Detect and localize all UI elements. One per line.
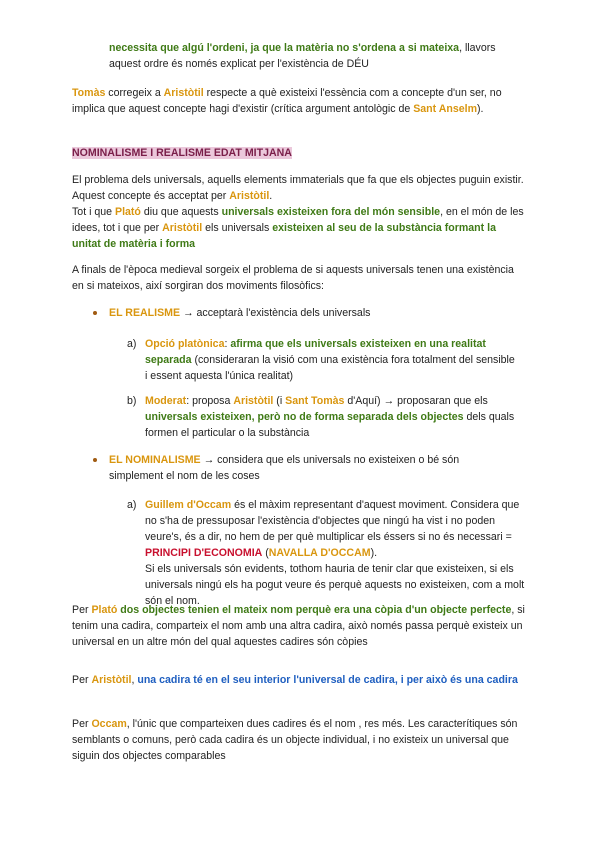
label-opcio-platonica: Opció platònica [145,338,225,350]
paragraph-plato [72,602,527,650]
text: ). [477,103,484,115]
heading-highlight: NOMINALISME I REALISME EDAT MITJANA [72,147,292,159]
green-emphasis: afirma que els universals existeixen en una realitat separada [145,338,486,366]
name-sant-tomas: Sant Tomàs [285,395,345,407]
green-emphasis: existeixen al seu de la substància formant la unitat de matèria i forma [72,222,496,250]
item-opcio-platonica [145,336,517,384]
text: (consideraran la visió com una existència fora totalment del sensible i essent aquesta l'única realitat) [145,354,515,382]
name-tomas: Tomàs [72,87,106,99]
text: : proposa [186,395,234,407]
name-aristotil: Aristòtil [229,190,270,202]
text: , en el món de les idees, tot i que per [72,206,524,234]
paragraph-aristotil [72,672,527,688]
navalla-occam: NAVALLA D'OCCAM [268,547,371,559]
name-occam: Occam [91,718,127,730]
name-guillem-occam: Guillem d'Occam [145,499,232,511]
text: El problema dels universals, aquells elements immaterials que fa que els objectes puguin existir. Aquest concepte és acceptat per [72,174,524,202]
blue-emphasis: una cadira té en el seu interior l'universal de cadira, i per això és una cadira [137,674,518,686]
bullet-nominalisme [109,452,509,484]
paragraph-universals [72,172,527,252]
label-realisme: EL REALISME [109,307,181,319]
text: Per [72,604,92,616]
bullet-icon [93,458,97,462]
name-aristotil: Aristòtil [162,222,203,234]
green-emphasis: necessita que algú l'ordeni, ja que la matèria no s'ordena a si mateixa [109,42,460,54]
text: ). [370,547,378,559]
name-sant-anselm: Sant Anselm [413,103,477,115]
item-guillem-occam [145,497,528,609]
text: . [269,190,273,202]
green-emphasis: dos objectes tenien el mateix nom perquè era una còpia d'un objecte perfecte [117,604,512,616]
text: diu que aquests [140,206,222,218]
text: és el màxim representant d'aquest moviment. Considera que no s'ha de pressuposar l'existència d'objectes que ningú ha vist i no poden veure's, és a dir, no hem de per què multiplicar els éssers si no és necessari = [145,499,520,543]
text: → acceptarà l'existència dels universals [180,307,371,319]
bullet-icon [93,311,97,315]
item-moderat [145,393,517,441]
text: Per [72,674,92,686]
text: : [224,338,231,350]
green-emphasis: universals existeixen fora del món sensible [221,206,441,218]
text: , l'únic que comparteixen dues cadires és el nom , res més. Les caracterítiques són semblants o comuns, però cada cadira és un objecte individual, i no existeix un universal que siguin dos objectes comparables [72,718,518,762]
text: (i [273,395,286,407]
name-aristotil: Aristòtil [91,674,132,686]
text: A finals de l'època medieval sorgeix el problema de si aquests universals tenen una existència en si mateixos, així sorgiran dos moviments filosòfics: [72,264,514,292]
text: Tot i que [72,206,115,218]
paragraph-continuation [109,40,529,72]
text: , llavors aquest ordre és només explicat per l'existència de DÉU [109,42,496,70]
text: ( [262,547,269,559]
text: respecte a què existeixi l'essència com a concepte d'un ser, no implica que aquest concepte hagi d'existir (crítica argument antològic de [72,87,502,115]
paragraph-medieval [72,262,527,294]
text: els universals [202,222,273,234]
name-aristotil: Aristòtil [233,395,274,407]
text: Per [72,718,92,730]
paragraph-tomas [72,85,532,117]
section-heading [72,145,292,161]
text: d'Aquí) → proposaran que els [344,395,488,407]
text: Si els universals són evidents, tothom hauria de tenir clar que existeixen, si els universals ningú els ha pogut veure és perquè aquests no existeixen, com a molt són el nom. [145,563,525,607]
text: dels quals formen el particular o la substància [145,411,515,439]
text: , si tenim una cadira, comparteix el nom amb una altra cadira, això només passa perquè existeix un universal en un altre món del qual aquestes cadires són còpies [72,604,525,648]
text: corregeix a [105,87,164,99]
label-nominalisme: EL NOMINALISME [109,454,201,466]
green-emphasis: universals existeixen, però no de forma separada dels objectes [145,411,464,423]
label-moderat: Moderat [145,395,187,407]
bullet-realisme [109,305,529,321]
list-marker: a) [127,338,137,350]
principi-economia: PRINCIPI D'ECONOMIA [145,547,263,559]
list-marker: a) [127,499,137,511]
name-aristotil: Aristòtil [163,87,204,99]
paragraph-occam [72,716,527,764]
text: , [131,674,138,686]
list-marker: b) [127,395,137,407]
text: → considera que els universals no existeixen o bé són simplement el nom de les coses [109,454,460,482]
name-plato: Plató [91,604,118,616]
name-plato: Plató [115,206,141,218]
